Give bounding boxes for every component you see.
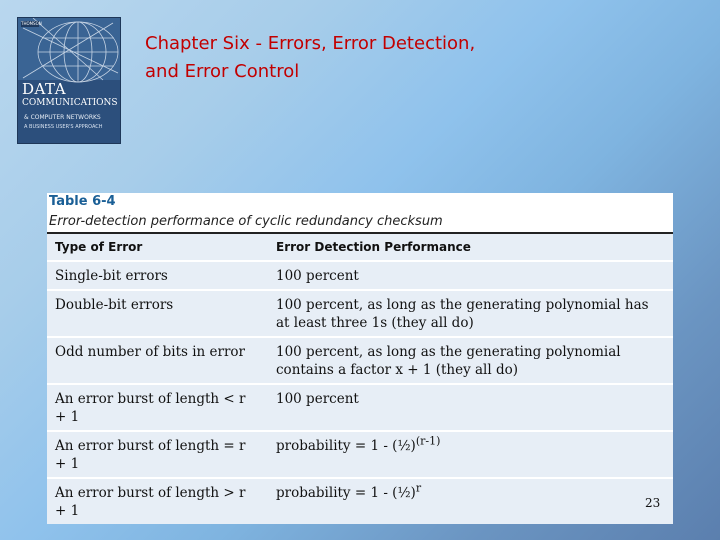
performance-cell bbox=[268, 478, 673, 524]
crc-performance-table bbox=[47, 234, 673, 524]
page-number: 23 bbox=[645, 496, 661, 510]
error-type-cell: An error burst of length > r + 1 bbox=[47, 478, 268, 524]
table-row bbox=[47, 478, 673, 524]
error-type-cell: Odd number of bits in error bbox=[47, 337, 268, 384]
error-type-cell: Single-bit errors bbox=[47, 261, 268, 290]
performance-cell: 100 percent, as long as the generating polynomial contains a factor x + 1 (they all do) bbox=[268, 337, 673, 384]
performance-text: probability = 1 - (½) bbox=[276, 485, 416, 501]
performance-cell: 100 percent bbox=[268, 384, 673, 431]
performance-cell: 100 percent, as long as the generating polynomial has at least three 1s (they all do) bbox=[268, 290, 673, 337]
table-row bbox=[47, 384, 673, 431]
header-error-detection-performance: Error Detection Performance bbox=[268, 234, 673, 261]
error-type-cell: An error burst of length < r + 1 bbox=[47, 384, 268, 431]
book-cover-image bbox=[18, 18, 120, 143]
table-row bbox=[47, 290, 673, 337]
performance-cell: 100 percent bbox=[268, 261, 673, 290]
cover-subtitle: & COMPUTER NETWORKS bbox=[24, 114, 101, 121]
header-type-of-error: Type of Error bbox=[47, 234, 268, 261]
slide-title-line-1: Chapter Six - Errors, Error Detection, bbox=[145, 33, 476, 54]
cover-title-communications: COMMUNICATIONS bbox=[22, 98, 118, 108]
exponent: (r-1) bbox=[415, 434, 441, 448]
table-row bbox=[47, 431, 673, 478]
cover-tagline: A BUSINESS USER'S APPROACH bbox=[24, 124, 103, 130]
error-type-cell: Double-bit errors bbox=[47, 290, 268, 337]
cover-title-data: DATA bbox=[22, 80, 67, 98]
error-type-cell: An error burst of length = r + 1 bbox=[47, 431, 268, 478]
performance-cell bbox=[268, 431, 673, 478]
slide-title bbox=[145, 30, 565, 86]
table-caption: Error-detection performance of cyclic redundancy checksum bbox=[49, 214, 443, 229]
exponent: r bbox=[415, 481, 422, 495]
table-label: Table 6-4 bbox=[49, 194, 116, 209]
publisher-logo: THOMSON bbox=[21, 21, 42, 26]
performance-text: probability = 1 - (½) bbox=[276, 438, 416, 454]
slide-title-line-2: and Error Control bbox=[145, 61, 300, 82]
table-row bbox=[47, 337, 673, 384]
table-row bbox=[47, 261, 673, 290]
table-header-row bbox=[47, 234, 673, 261]
